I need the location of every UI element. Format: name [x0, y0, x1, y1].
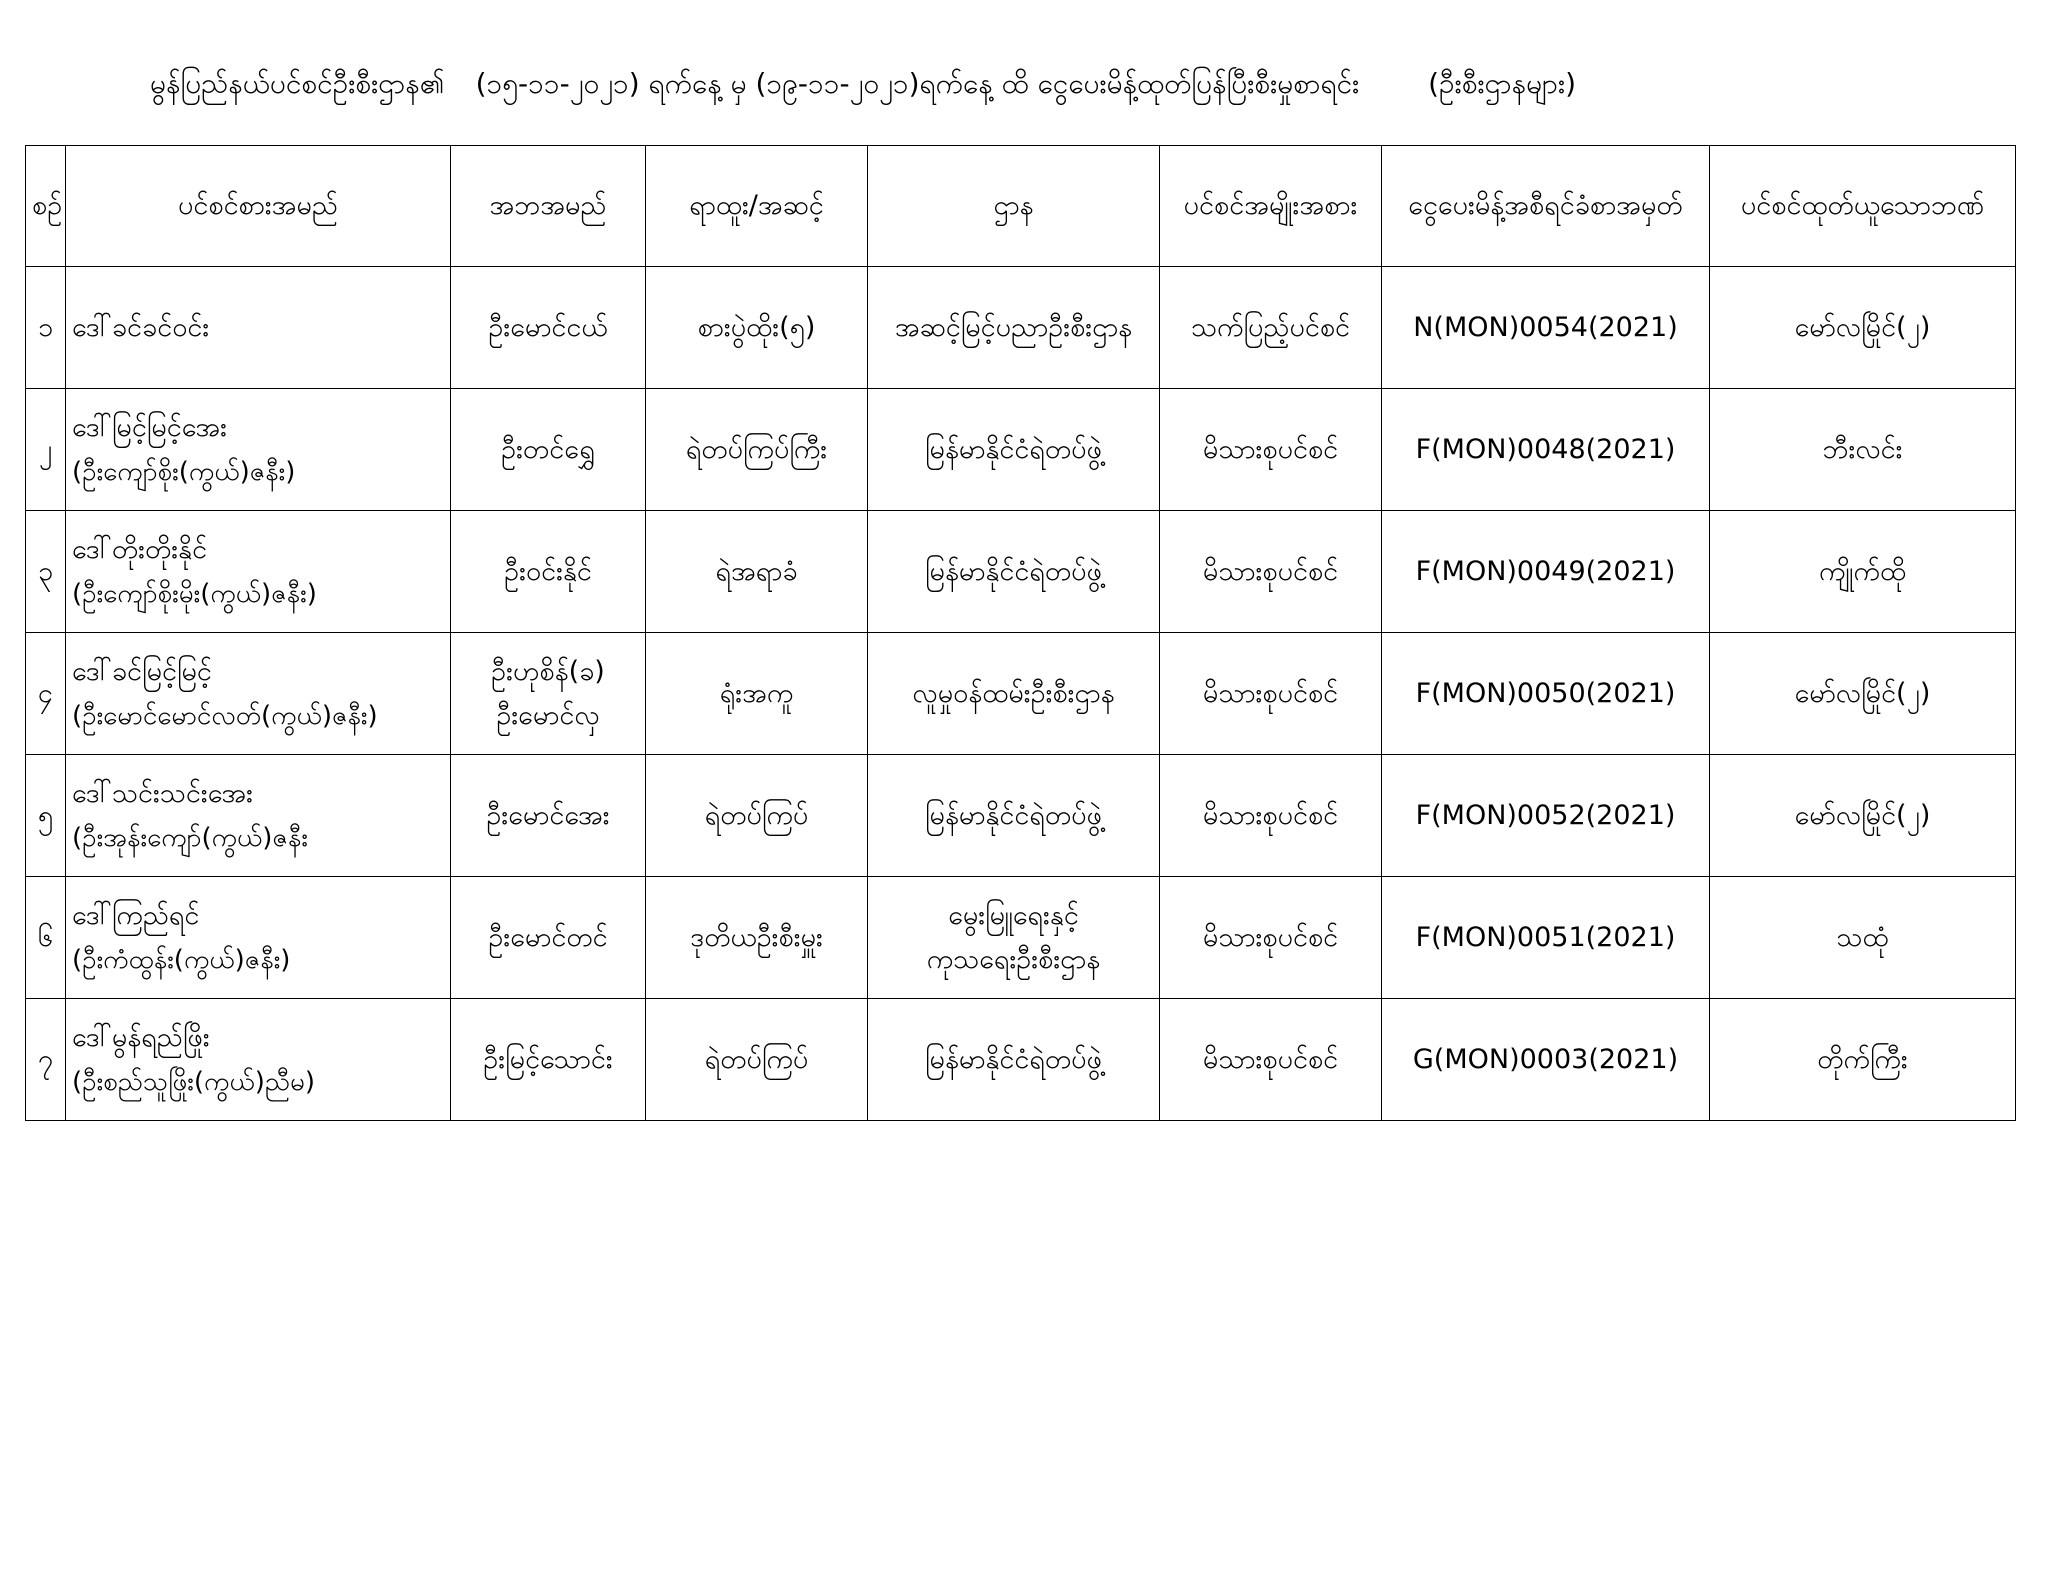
pension-type: မိသားစုပင်စင်: [1160, 999, 1382, 1121]
pensioner-name-cell: [66, 267, 451, 389]
pensioner-relation: (ဦးကံထွန်း(ကွယ်)ဇနီး): [72, 944, 291, 975]
bank: သထုံ: [1710, 877, 2016, 999]
department: မြန်မာနိုင်ငံရဲတပ်ဖွဲ့: [868, 511, 1160, 633]
father-alias: ဦးမောင်လှ: [496, 699, 600, 731]
department: အဆင့်မြင့်ပညာဦးစီးဌာန: [868, 267, 1160, 389]
father-name: ဦးမောင်ငယ်: [451, 267, 646, 389]
father-name: ဦးတင်ရွှေ: [451, 389, 646, 511]
row-no: ၇: [26, 999, 66, 1121]
department-cell: [868, 877, 1160, 999]
pensioner-name-cell: [66, 877, 451, 999]
title-scope: (ဦးစီးဌာနများ): [1428, 67, 1577, 100]
department-line-2: ကုသရေးဦးစီးဌာန: [926, 943, 1101, 975]
bank: ကျိုက်ထို: [1710, 511, 2016, 633]
father-name: ဦးဟုစိန်(ခ): [491, 655, 605, 687]
rank: စားပွဲထိုး(၅): [646, 267, 868, 389]
bank: ဘီးလင်း: [1710, 389, 2016, 511]
pension-type: မိသားစုပင်စင်: [1160, 877, 1382, 999]
table-row: [26, 999, 2016, 1121]
department: မြန်မာနိုင်ငံရဲတပ်ဖွဲ့: [868, 389, 1160, 511]
title-period: (၁၅-၁၁-၂၀၂၁) ရက်နေ့ မှ (၁၉-၁၁-၂၀၂၁)ရက်နေ့ ထိ ငွေပေးမိန့်ထုတ်ပြန်ပြီးစီးမှုစာရင်း: [475, 67, 1360, 100]
father-name-cell: [451, 633, 646, 755]
col-header-pensioner-name: ပင်စင်စားအမည်: [66, 146, 451, 267]
report-number: F(MON)0050(2021): [1382, 633, 1710, 755]
father-name: ဦးမြင့်သောင်း: [451, 999, 646, 1121]
title-office: မွန်ပြည်နယ်ပင်စင်ဦးစီးဌာန၏: [150, 67, 445, 100]
pensioner-relation: (ဦးစည်သူဖြိုး(ကွယ်)ညီမ): [72, 1066, 315, 1097]
pension-type: သက်ပြည့်ပင်စင်: [1160, 267, 1382, 389]
pensioner-name-cell: [66, 633, 451, 755]
col-header-rank: ရာထူး/အဆင့်: [646, 146, 868, 267]
pensioner-name: ဒေါ်မွန်ရည်ဖြိုး: [72, 1021, 210, 1053]
department: မြန်မာနိုင်ငံရဲတပ်ဖွဲ့: [868, 999, 1160, 1121]
table-row: [26, 633, 2016, 755]
father-name: ဦးမောင်တင်: [451, 877, 646, 999]
row-no: ၆: [26, 877, 66, 999]
bank: မော်လမြိုင်(၂): [1710, 633, 2016, 755]
bank: မော်လမြိုင်(၂): [1710, 267, 2016, 389]
table-row: [26, 877, 2016, 999]
rank: ရဲတပ်ကြပ်ကြီး: [646, 389, 868, 511]
row-no: ၃: [26, 511, 66, 633]
pensioner-name: ဒေါ်ကြည်ရင်: [72, 899, 200, 931]
col-header-department: ဌာန: [868, 146, 1160, 267]
col-header-pension-type: ပင်စင်အမျိုးအစား: [1160, 146, 1382, 267]
pensioner-name: ဒေါ်ခင်ခင်ဝင်း: [72, 311, 210, 343]
pensioner-relation: (ဦးကျော်စိုးမိုး(ကွယ်)ဇနီး): [72, 578, 317, 609]
pensioner-name: ဒေါ်သင်းသင်းအေး: [72, 777, 253, 809]
report-number: F(MON)0048(2021): [1382, 389, 1710, 511]
pension-type: မိသားစုပင်စင်: [1160, 511, 1382, 633]
row-no: ၁: [26, 267, 66, 389]
table-row: [26, 267, 2016, 389]
pensioner-name: ဒေါ်တိုးတိုးနိုင်: [72, 533, 208, 565]
report-number: F(MON)0052(2021): [1382, 755, 1710, 877]
row-no: ၂: [26, 389, 66, 511]
pensioner-relation: (ဦးမောင်မောင်လတ်(ကွယ်)ဇနီး): [72, 700, 378, 731]
row-no: ၄: [26, 633, 66, 755]
report-number: G(MON)0003(2021): [1382, 999, 1710, 1121]
rank: ရုံးအကူ: [646, 633, 868, 755]
col-header-bank: ပင်စင်ထုတ်ယူသောဘဏ်: [1710, 146, 2016, 267]
bank: မော်လမြိုင်(၂): [1710, 755, 2016, 877]
rank: ရဲအရာခံ: [646, 511, 868, 633]
pensioner-name: ဒေါ်မြင့်မြင့်အေး: [72, 411, 227, 443]
pension-type: မိသားစုပင်စင်: [1160, 633, 1382, 755]
col-header-father-name: အဘအမည်: [451, 146, 646, 267]
pensioner-name-cell: [66, 511, 451, 633]
pensioner-name-cell: [66, 755, 451, 877]
col-header-no: စဉ်: [26, 146, 66, 267]
pension-table: [25, 145, 2016, 1121]
row-no: ၅: [26, 755, 66, 877]
report-number: F(MON)0049(2021): [1382, 511, 1710, 633]
father-name: ဦးမောင်အေး: [451, 755, 646, 877]
col-header-report-no: ငွေပေးမိန့်အစီရင်ခံစာအမှတ်: [1382, 146, 1710, 267]
pensioner-relation: (ဦးကျော်စိုး(ကွယ်)ဇနီး): [72, 456, 296, 487]
pensioner-name-cell: [66, 389, 451, 511]
rank: ရဲတပ်ကြပ်: [646, 755, 868, 877]
pension-type: မိသားစုပင်စင်: [1160, 389, 1382, 511]
table-row: [26, 389, 2016, 511]
pensioner-name: ဒေါ်ခင်မြင့်မြင့်: [72, 655, 212, 687]
report-number: N(MON)0054(2021): [1382, 267, 1710, 389]
department: မြန်မာနိုင်ငံရဲတပ်ဖွဲ့: [868, 755, 1160, 877]
table-row: [26, 511, 2016, 633]
rank: ရဲတပ်ကြပ်: [646, 999, 868, 1121]
rank: ဒုတိယဦးစီးမှူး: [646, 877, 868, 999]
bank: တိုက်ကြီး: [1710, 999, 2016, 1121]
father-name: ဦးဝင်းနိုင်: [451, 511, 646, 633]
page-title: [150, 62, 1790, 106]
table-row: [26, 755, 2016, 877]
department: မွေးမြူရေးနှင့်: [948, 899, 1079, 931]
pension-type: မိသားစုပင်စင်: [1160, 755, 1382, 877]
table-header-row: [26, 146, 2016, 267]
pensioner-name-cell: [66, 999, 451, 1121]
department: လူမှုဝန်ထမ်းဦးစီးဌာန: [868, 633, 1160, 755]
report-number: F(MON)0051(2021): [1382, 877, 1710, 999]
pensioner-relation: (ဦးအုန်းကျော်(ကွယ်)ဇနီး: [72, 822, 308, 853]
